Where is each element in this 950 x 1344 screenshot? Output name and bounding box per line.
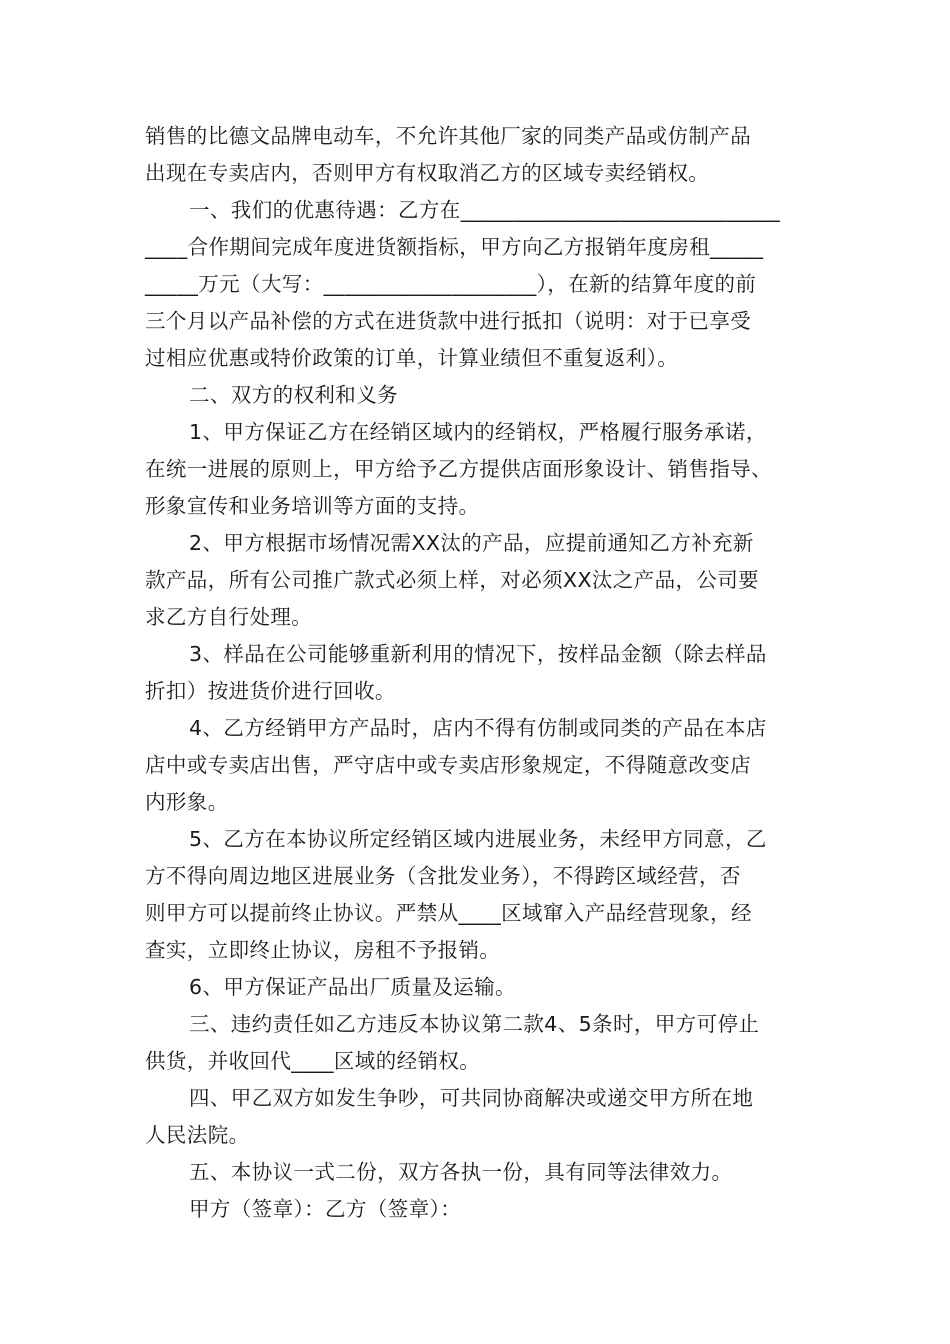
text-line: 1、甲方保证乙方在经销区域内的经销权，严格履行服务承诺， bbox=[189, 420, 767, 444]
text-line: 形象宣传和业务培训等方面的支持。 bbox=[145, 494, 480, 518]
text-line: 4、乙方经销甲方产品时，店内不得有仿制或同类的产品在本店 bbox=[189, 716, 767, 740]
text-line: 5、乙方在本协议所定经销区域内进展业务，未经甲方同意，乙 bbox=[189, 827, 767, 851]
text-line: 一、我们的优惠待遇：乙方在______________________________ bbox=[189, 198, 781, 222]
text-line: 店中或专卖店出售，严守店中或专卖店形象规定，不得随意改变店 bbox=[145, 753, 752, 777]
text-line: 方不得向周边地区进展业务（含批发业务），不得跨区域经营，否 bbox=[145, 864, 741, 888]
text-line: 三、违约责任如乙方违反本协议第二款4、5条时，甲方可停止 bbox=[189, 1012, 760, 1036]
text-line: 查实，立即终止协议，房租不予报销。 bbox=[145, 938, 501, 962]
document-body bbox=[145, 118, 825, 1228]
text-line: 人民法院。 bbox=[145, 1123, 250, 1147]
text-line: 过相应优惠或特价政策的订单，计算业绩但不重复返利）。 bbox=[145, 346, 679, 370]
text-line: 6、甲方保证产品出厂质量及运输。 bbox=[189, 975, 516, 999]
text-line: _____万元（大写：____________________），在新的结算年度的前 bbox=[145, 272, 757, 296]
text-line: 内形象。 bbox=[145, 790, 229, 814]
text-line: 四、甲乙双方如发生争吵，可共同协商解决或递交甲方所在地 bbox=[189, 1086, 754, 1110]
text-line: 2、甲方根据市场情况需XX汰的产品，应提前通知乙方补充新 bbox=[189, 531, 754, 555]
signature-line: 甲方（签章）：乙方（签章）： bbox=[189, 1197, 462, 1221]
text-line: 五、本协议一式二份，双方各执一份，具有同等法律效力。 bbox=[189, 1160, 733, 1184]
text-line: 款产品，所有公司推广款式必须上样，对必须XX汰之产品，公司要 bbox=[145, 568, 760, 592]
text-line: 3、样品在公司能够重新利用的情况下，按样品金额（除去样品 bbox=[189, 642, 767, 666]
text-line: 求乙方自行处理。 bbox=[145, 605, 313, 629]
text-line: 则甲方可以提前终止协议。严禁从____区域窜入产品经营现象，经 bbox=[145, 901, 752, 925]
text-line: 三个月以产品补偿的方式在进货款中进行抵扣（说明：对于已享受 bbox=[145, 309, 752, 333]
text-line: 折扣）按进货价进行回收。 bbox=[145, 679, 396, 703]
section-heading: 二、双方的权利和义务 bbox=[189, 383, 398, 407]
text-line: 销售的比德文品牌电动车，不允许其他厂家的同类产品或仿制产品 bbox=[145, 124, 752, 148]
text-line: 供货，并收回代____区域的经销权。 bbox=[145, 1049, 481, 1073]
text-line: 在统一进展的原则上，甲方给予乙方提供店面形象设计、销售指导、 bbox=[145, 457, 772, 481]
text-line: 出现在专卖店内，否则甲方有权取消乙方的区域专卖经销权。 bbox=[145, 161, 710, 185]
text-line: ____合作期间完成年度进货额指标，甲方向乙方报销年度房租_____ bbox=[145, 235, 764, 259]
